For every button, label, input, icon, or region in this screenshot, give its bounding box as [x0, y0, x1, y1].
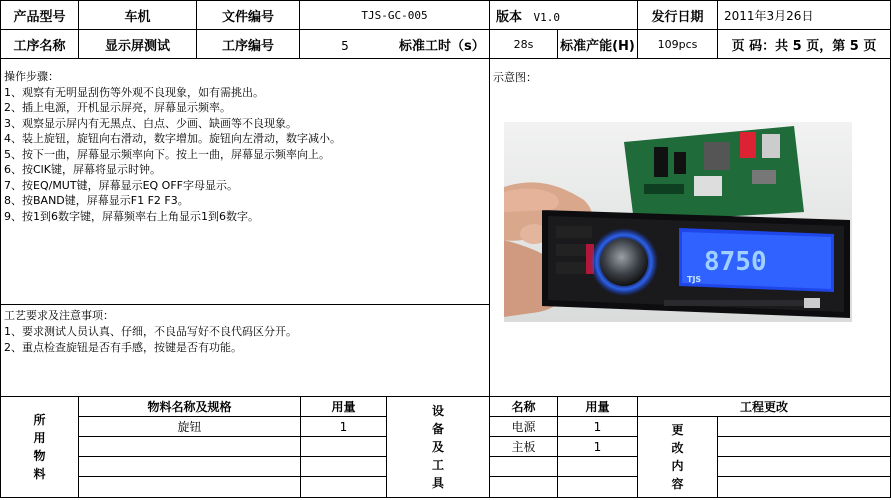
equipment-qty-header: 用量 — [558, 397, 638, 417]
doc-no-value: TJS-GC-005 — [300, 1, 490, 30]
release-date-label: 发行日期 — [638, 1, 718, 30]
release-date-value: 2011年3月26日 — [718, 1, 891, 30]
step-item: 7、按EQ/MUT键，屏幕显示EQ OFF字母显示。 — [4, 178, 238, 192]
changes-label — [638, 417, 718, 498]
changes-cell — [718, 477, 891, 498]
requirement-item: 1、要求测试人员认真、仔细，不良品写好不良代码区分开。 — [4, 325, 297, 338]
equipment-name-header: 名称 — [490, 397, 558, 417]
material-cell-name — [79, 477, 301, 498]
step-item: 8、按BAND键，屏幕显示F1 F2 F3。 — [4, 194, 189, 207]
version-value: V1.0 — [533, 10, 560, 24]
material-cell-qty — [301, 457, 387, 477]
process-name-label: 工序名称 — [1, 30, 79, 59]
material-cell-name — [79, 437, 301, 457]
materials-name-header: 物料名称及规格 — [79, 397, 301, 417]
materials-label-text: 所用物料 — [33, 413, 46, 481]
version-label: 版本 — [496, 9, 523, 25]
std-time-label: 标准工时（s） — [398, 38, 485, 54]
equipment-cell-qty — [558, 477, 638, 498]
material-cell-qty: 1 — [301, 417, 387, 437]
product-photo — [504, 122, 852, 322]
process-no-text: 5 — [341, 38, 349, 53]
step-item: 2、插上电源，开机显示屏亮，屏幕显示频率。 — [4, 101, 231, 114]
equipment-label-text: 设备及工具 — [431, 404, 444, 490]
equipment-cell-qty: 1 — [558, 417, 638, 437]
steps-section — [1, 59, 490, 305]
requirement-item: 2、重点检查旋钮是否有手感，按键是否有功能。 — [4, 341, 242, 354]
equipment-cell-name: 电源 — [490, 417, 558, 437]
material-cell-name: 旋钮 — [79, 417, 301, 437]
doc-no-label: 文件编号 — [197, 1, 300, 30]
changes-label-text: 更改内容 — [671, 423, 684, 491]
product-model-label: 产品型号 — [1, 1, 79, 30]
material-cell-qty — [301, 437, 387, 457]
std-output-label: 标准产能(H) — [558, 30, 638, 59]
material-cell-qty — [301, 477, 387, 498]
version-cell — [490, 1, 638, 30]
step-item: 3、观察显示屏内有无黑点、白点、少画、缺画等不良现象。 — [4, 116, 297, 130]
materials-qty-header: 用量 — [301, 397, 387, 417]
requirements-section — [1, 305, 490, 397]
changes-cell — [718, 437, 891, 457]
steps-title: 操作步骤： — [4, 70, 59, 83]
step-item: 1、观察有无明显刮伤等外观不良现象，如有需挑出。 — [4, 85, 264, 99]
equipment-cell-qty — [558, 457, 638, 477]
std-time-value: 28s — [490, 30, 558, 59]
process-no-label: 工序编号 — [197, 30, 300, 59]
requirements-title: 工艺要求及注意事项： — [4, 309, 114, 322]
equipment-label — [387, 397, 490, 498]
changes-cell — [718, 457, 891, 477]
materials-label — [1, 397, 79, 498]
step-item: 4、装上旋钮，旋钮向右滑动，数字增加。旋钮向左滑动，数字减小。 — [4, 132, 341, 145]
equipment-cell-name — [490, 477, 558, 498]
equipment-cell-name: 主板 — [490, 437, 558, 457]
process-name-value: 显示屏测试 — [79, 30, 197, 59]
diagram-title: 示意图： — [493, 71, 537, 84]
pcb-board — [624, 126, 804, 222]
changes-cell — [718, 417, 891, 437]
header-table — [0, 0, 891, 59]
bottom-table — [0, 396, 891, 498]
product-model-value: 车机 — [79, 1, 197, 30]
changes-header: 工程更改 — [638, 397, 891, 417]
process-no-value — [300, 30, 490, 59]
std-output-value: 109pcs — [638, 30, 718, 59]
lcd-frequency: 8750 — [704, 247, 767, 277]
step-item: 5、按下一曲，屏幕显示频率向下。按上一曲，屏幕显示频率向上。 — [4, 147, 330, 161]
equipment-cell-name — [490, 457, 558, 477]
step-item: 9、按1到6数字键，屏幕频率右上角显示1到6数字。 — [4, 209, 259, 223]
brand-logo: TJS — [687, 275, 702, 284]
equipment-cell-qty: 1 — [558, 437, 638, 457]
material-cell-name — [79, 457, 301, 477]
page-info: 页 码：共 5 页，第 5 页 — [718, 30, 891, 59]
car-radio-illustration — [504, 122, 852, 322]
step-item: 6、按ClK键，屏幕将显示时钟。 — [4, 163, 161, 176]
radio-faceplate — [542, 210, 850, 318]
